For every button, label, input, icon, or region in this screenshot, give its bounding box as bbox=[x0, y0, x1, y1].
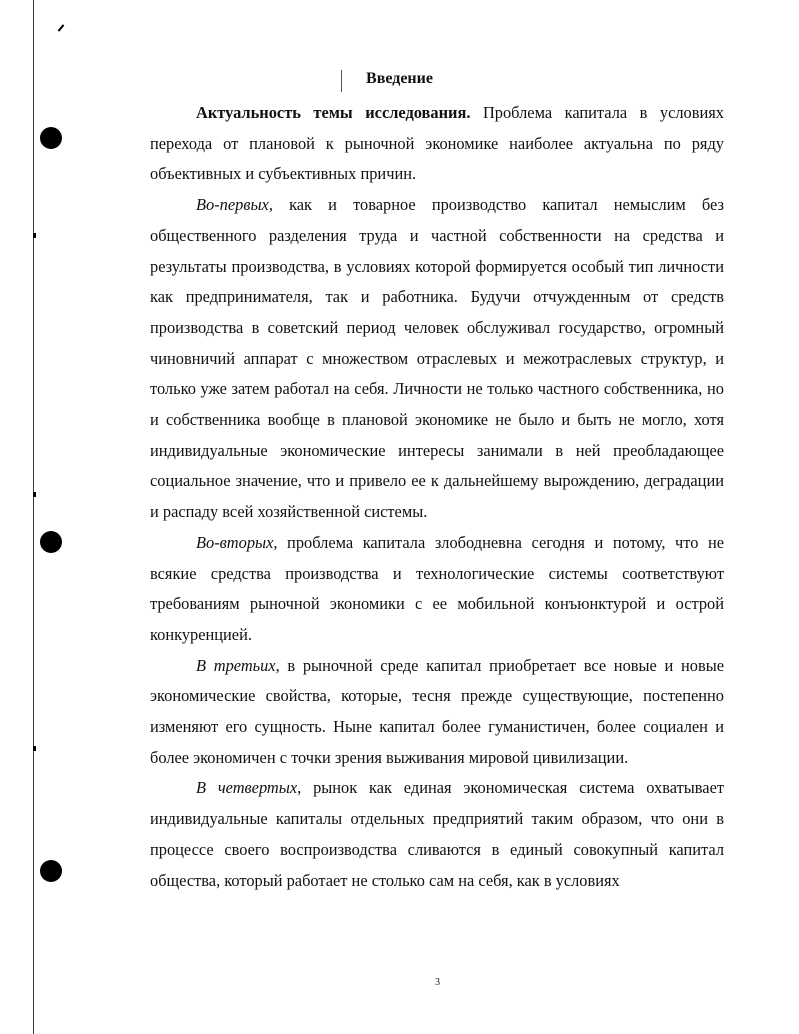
edge-mark bbox=[33, 492, 36, 497]
paragraph-lead: В третьих bbox=[196, 655, 276, 675]
paragraph-first bbox=[150, 190, 724, 528]
paragraph-lead: Во-первых bbox=[196, 195, 269, 215]
punch-hole bbox=[40, 531, 62, 553]
punch-hole bbox=[40, 860, 62, 882]
section-title: Введение bbox=[366, 70, 433, 87]
paragraph-lead: Во-вторых bbox=[196, 532, 274, 552]
paragraph-text: , проблема капитала злободневна сегодня и потому, что не всякие средства производства и технологические системы соответствуют требованиям рыночной экономики с ее мобильной конъюнктурой и острой конкуренцией. bbox=[150, 532, 724, 644]
body-text bbox=[150, 98, 724, 896]
paragraph-lead: Актуальность темы исследования. bbox=[196, 103, 471, 122]
page-number: 3 bbox=[435, 977, 440, 988]
paragraph-text: , как и товарное производство капитал немыслим без общественного разделения труда и частной собственности на средства и результаты производства, в условиях которой формируется особый тип личности как предпринимателя, так и работника. Будучи отчужденным от средств производства в советский период человек обслуживал государство, огромный чиновничий аппарат с множеством отраслевых и межотраслевых структур, и только уже затем работал на себя. Личности не только частного собственника, но и собственника вообще в плановой экономике не было и быть не могло, хотя индивидуальные экономические интересы занимали в ней преобладающее социальное значение, что и привело ее к дальнейшему вырождению, деградации и распаду всей хозяйственной системы. bbox=[150, 195, 724, 522]
paragraph-text: , рынок как единая экономическая система охватывает индивидуальные капиталы отдельных предприятий таким образом, что они в процессе своего воспроизводства сливаются в единый совокупный капитал общества, который работает не столько сам на себя, как в условиях bbox=[150, 778, 725, 890]
paragraph-text: Проблема капитала в условиях перехода от плановой к рыночной экономике наиболее актуальна по ряду объективных и субъективных причин. bbox=[150, 103, 724, 184]
paragraph-relevance bbox=[150, 98, 724, 190]
paragraph-lead: В четвертых bbox=[196, 778, 298, 798]
paragraph-fourth bbox=[150, 773, 724, 896]
paragraph-text: , в рыночной среде капитал приобретает все новые и новые экономические свойства, которые, тесня прежде существующие, постепенно изменяют его сущность. Ныне капитал более гуманистичен, более социален и более экономичен с точки зрения выживания мировой цивилизации. bbox=[150, 655, 725, 767]
paragraph-third bbox=[150, 651, 724, 774]
scan-mark bbox=[58, 24, 65, 31]
edge-mark bbox=[33, 233, 36, 238]
paragraph-second bbox=[150, 528, 724, 651]
edge-mark bbox=[33, 746, 36, 751]
punch-hole bbox=[40, 127, 62, 149]
scan-edge-line bbox=[33, 0, 34, 1034]
